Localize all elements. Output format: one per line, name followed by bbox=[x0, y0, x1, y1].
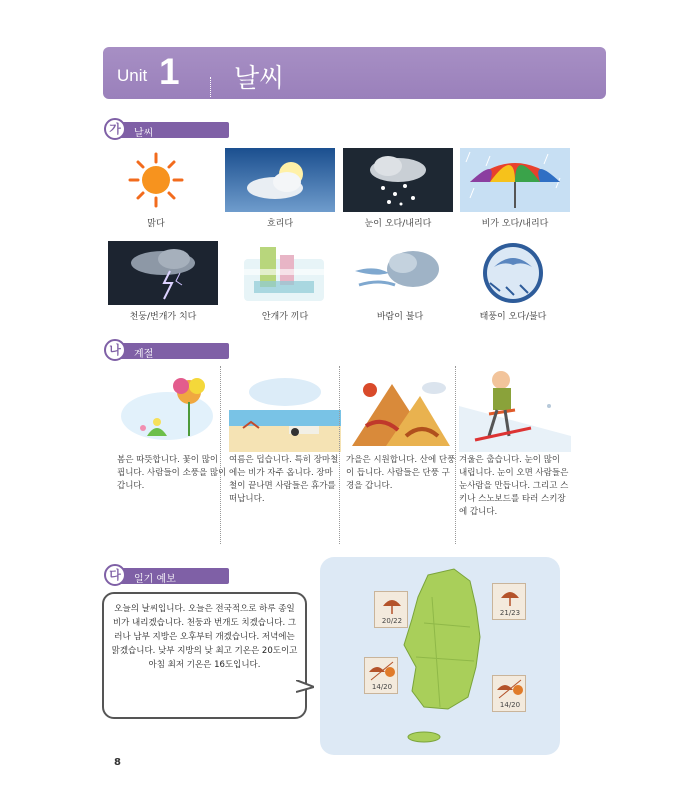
header-divider bbox=[210, 77, 211, 97]
forecast-card bbox=[492, 583, 526, 620]
bubble-tail bbox=[296, 680, 314, 694]
weather-item-rain bbox=[460, 148, 570, 228]
weather-item-thunder bbox=[108, 241, 218, 321]
umbrella-icon bbox=[493, 584, 527, 610]
season-divider bbox=[220, 366, 221, 544]
season-autumn bbox=[346, 366, 458, 544]
fog-icon bbox=[230, 241, 340, 305]
forecast-temp: 14/20 bbox=[499, 701, 521, 709]
weather-item-fog bbox=[230, 241, 340, 321]
weather-caption: 태풍이 오다/불다 bbox=[479, 312, 547, 322]
spring-illustration bbox=[117, 366, 229, 452]
thunder-icon bbox=[108, 241, 218, 305]
weather-item-sunny bbox=[101, 148, 211, 228]
weather-map bbox=[320, 557, 560, 755]
umbrella-rain-icon bbox=[460, 148, 570, 212]
weather-caption: 흐리다 bbox=[266, 219, 294, 229]
weather-caption: 비가 오다/내리다 bbox=[481, 219, 549, 229]
forecast-card bbox=[492, 675, 526, 712]
season-text: 여름은 덥습니다. 특히 장마철에는 비가 자주 옵니다. 장마철이 끝나면 사람들은 휴가를 떠납니다. bbox=[229, 455, 339, 504]
wind-icon bbox=[345, 241, 455, 305]
season-divider bbox=[455, 366, 456, 544]
umbrella-sun-icon bbox=[493, 676, 527, 702]
sun-icon bbox=[101, 148, 211, 212]
unit-header bbox=[103, 47, 606, 99]
summer-illustration bbox=[229, 366, 341, 452]
unit-label: Unit bbox=[117, 66, 148, 85]
season-winter bbox=[459, 366, 571, 544]
weather-caption: 천둥/번개가 치다 bbox=[129, 312, 197, 322]
weather-caption: 바람이 불다 bbox=[376, 312, 424, 322]
umbrella-icon bbox=[375, 592, 409, 618]
weather-item-cloudy bbox=[225, 148, 335, 228]
page-number: 8 bbox=[114, 757, 121, 768]
snow-cloud-icon bbox=[343, 148, 453, 212]
forecast-temp: 21/23 bbox=[499, 609, 521, 617]
section-b-badge: 나 bbox=[104, 339, 126, 361]
section-b-tab bbox=[109, 343, 229, 360]
autumn-illustration bbox=[346, 366, 458, 452]
forecast-bubble bbox=[102, 592, 307, 719]
forecast-text: 오늘의 날씨입니다. 오늘은 전국적으로 하루 종일 비가 내리겠습니다. 천둥과 번개도 치겠습니다. 그러나 남부 지방은 오후부터 개겠습니다. 저녁에는 맑겠습니다. 낮부 지방의 낮 최고 기온은 20도이고 아침 최저 기온은 16도입니다. bbox=[111, 604, 298, 670]
forecast-temp: 20/22 bbox=[381, 617, 403, 625]
weather-item-typhoon bbox=[458, 241, 568, 321]
forecast-temp: 14/20 bbox=[371, 683, 393, 691]
forecast-card bbox=[364, 657, 398, 694]
weather-item-snow bbox=[343, 148, 453, 228]
weather-caption: 맑다 bbox=[147, 219, 165, 229]
weather-caption: 눈이 오다/내리다 bbox=[364, 219, 432, 229]
section-a-badge: 가 bbox=[104, 118, 126, 140]
forecast-card bbox=[374, 591, 408, 628]
season-summer bbox=[229, 366, 341, 544]
weather-caption: 안개가 끼다 bbox=[261, 312, 309, 322]
weather-item-wind bbox=[345, 241, 455, 321]
cloudy-sun-icon bbox=[225, 148, 335, 212]
umbrella-sun-icon bbox=[365, 658, 399, 684]
section-a-tab bbox=[109, 122, 229, 139]
page-title: 날씨 bbox=[234, 64, 285, 94]
section-c-label: 일기 예보 bbox=[134, 574, 176, 585]
section-c-tab bbox=[109, 568, 229, 585]
season-spring bbox=[117, 366, 229, 544]
season-divider bbox=[339, 366, 340, 544]
season-text: 겨울은 춥습니다. 눈이 많이 내립니다. 눈이 오면 사람들은 눈사람을 만듭니다. 그리고 스키나 스노보드를 타러 스키장에 갑니다. bbox=[459, 455, 569, 517]
season-text: 가을은 시원합니다. 산에 단풍이 듭니다. 사람들은 단풍 구경을 갑니다. bbox=[346, 455, 456, 491]
season-text: 봄은 따뜻합니다. 꽃이 많이 핍니다. 사람들이 소풍을 많이 갑니다. bbox=[117, 455, 227, 491]
section-c-badge: 다 bbox=[104, 564, 126, 586]
typhoon-icon bbox=[458, 241, 568, 305]
winter-illustration bbox=[459, 366, 571, 452]
section-a-label: 날씨 bbox=[134, 128, 154, 139]
unit-number: 1 bbox=[159, 51, 180, 92]
section-b-label: 계절 bbox=[134, 349, 154, 360]
